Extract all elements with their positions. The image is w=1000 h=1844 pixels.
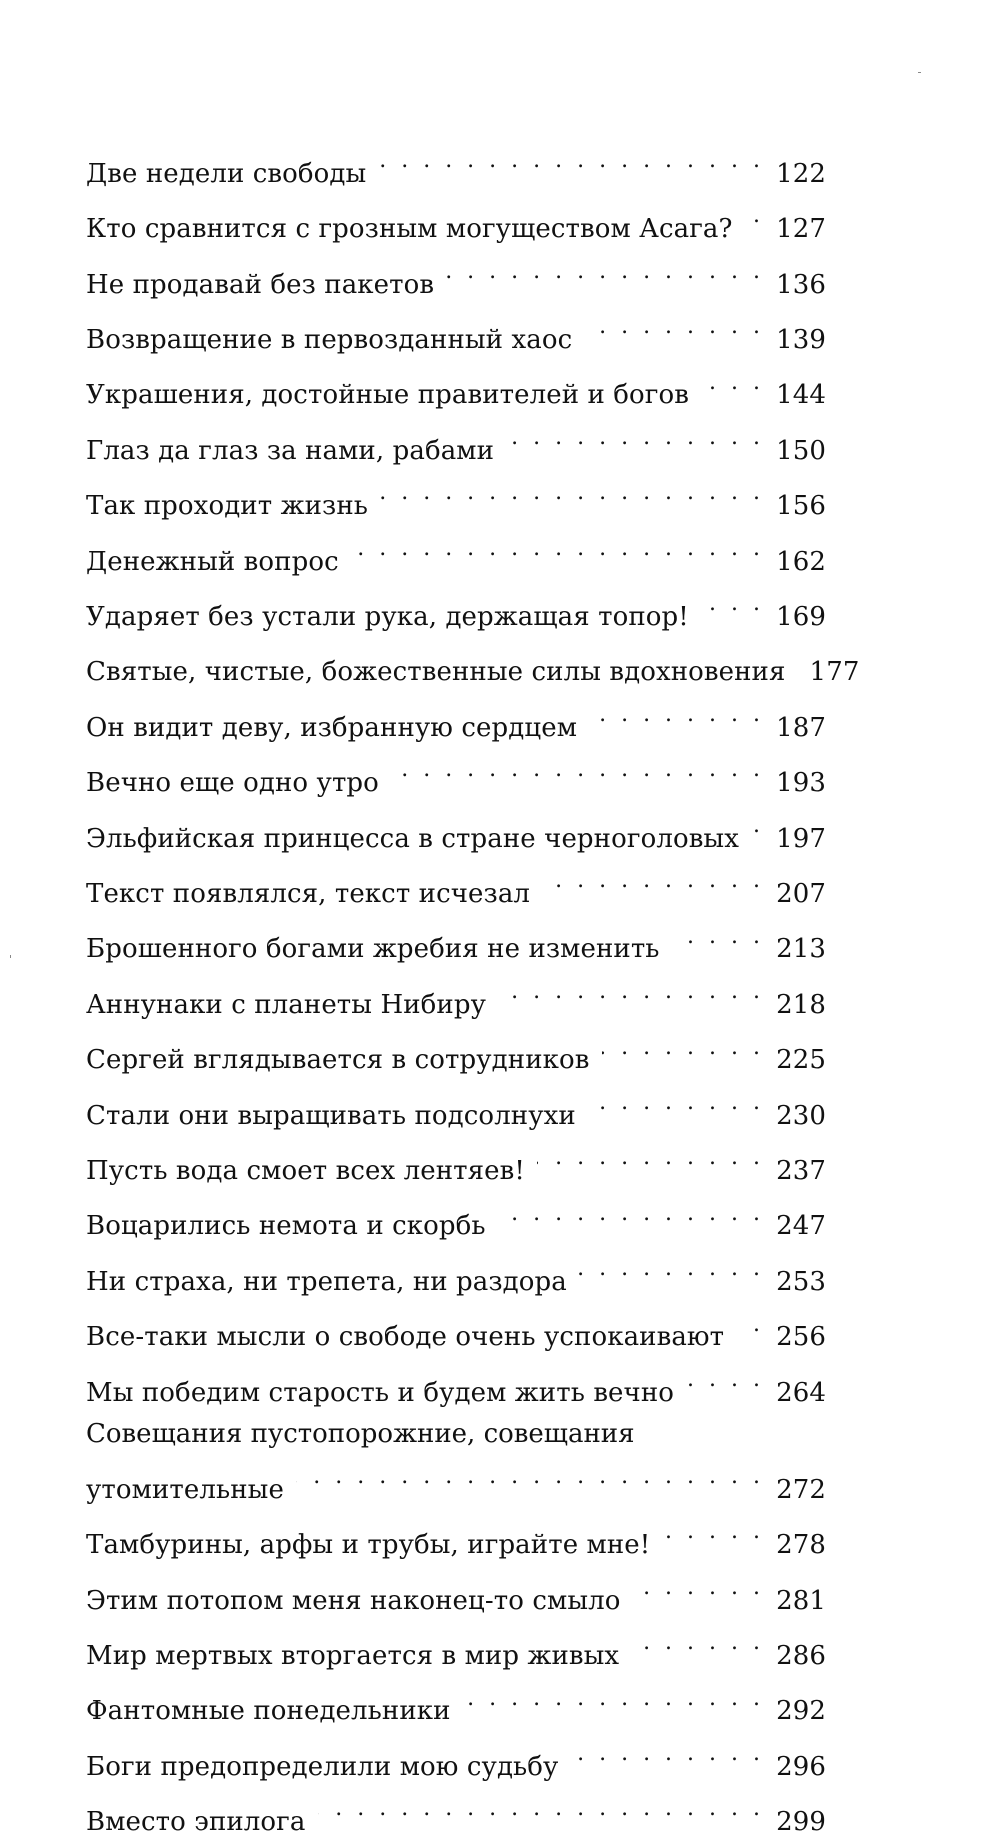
toc-entry: [86, 1788, 826, 1843]
dot-leader: [380, 472, 764, 514]
dot-leader: [751, 805, 764, 847]
toc-entry-page: 207: [776, 878, 826, 909]
toc-entry-title: Возвращение в первозданный хаос: [86, 324, 573, 355]
dot-leader: [318, 1788, 765, 1830]
toc-entry-title: Брошенного богами жребия не изменить: [86, 934, 660, 965]
toc-entry: [86, 251, 826, 306]
toc-entry-second-line: [86, 1456, 826, 1511]
dot-leader: [701, 583, 764, 625]
toc-entry-title: Фантомные понедельники: [86, 1696, 451, 1727]
toc-entry-page: 286: [776, 1640, 826, 1671]
toc-entry: [86, 1137, 826, 1192]
dot-leader: [662, 1511, 764, 1553]
scan-speck: [918, 72, 921, 73]
dot-leader: [701, 362, 764, 404]
toc-entry-title: Пусть вода смоет всех лентяев!: [86, 1156, 525, 1187]
toc-entry-title-line2: утомительные: [86, 1474, 284, 1505]
dot-leader: [351, 528, 764, 570]
dot-leader: [631, 1622, 764, 1664]
dot-leader: [686, 1359, 764, 1401]
toc-entry: [86, 916, 826, 971]
toc-entry-page: 156: [776, 491, 826, 522]
dot-leader: [378, 140, 764, 182]
toc-entry-page: 139: [776, 324, 826, 355]
toc-entry-page: 144: [776, 380, 826, 411]
toc-entry: [86, 1733, 826, 1788]
toc-entry-page: 136: [776, 269, 826, 300]
dot-leader: [506, 417, 764, 459]
dot-leader: [602, 1027, 765, 1069]
toc-entry-title: Святые, чистые, божественные силы вдохновения: [86, 657, 786, 688]
dot-leader: [570, 1733, 764, 1775]
toc-entry-page: 296: [776, 1751, 826, 1782]
toc-entry: [86, 1082, 826, 1137]
toc-entry-title: Воцарились немота и скорбь: [86, 1211, 486, 1242]
toc-entry-title: Сергей вглядывается в сотрудников: [86, 1045, 590, 1076]
toc-entry-title: Мир мертвых вторгается в мир живых: [86, 1640, 620, 1671]
toc-entry-page: 162: [776, 546, 826, 577]
dot-leader: [498, 1193, 764, 1235]
toc-entry-title: Глаз да глаз за нами, рабами: [86, 435, 495, 466]
toc-entry-title: Текст появлялся, текст исчезал: [86, 878, 531, 909]
toc-entry: [86, 362, 826, 417]
toc-entry-title: Стали они выращивать подсолнухи: [86, 1100, 576, 1131]
toc-entry-title-line1: Совещания пустопорожние, совещания: [86, 1419, 635, 1450]
dot-leader: [446, 251, 764, 293]
toc-entry: [86, 417, 826, 472]
toc-entry: [86, 971, 826, 1026]
toc-entry-title: Боги предопределили мою судьбу: [86, 1751, 559, 1782]
toc-entry-page: 122: [776, 158, 826, 189]
dot-leader: [498, 971, 764, 1013]
toc-entry: [86, 1248, 826, 1303]
toc-entry-page: 292: [776, 1696, 826, 1727]
toc-entry-title: Мы победим старость и будем жить вечно: [86, 1377, 675, 1408]
toc-entry-page: 193: [776, 768, 826, 799]
toc-entry-title: Аннунаки с планеты Нибиру: [86, 989, 486, 1020]
toc-entry-page: 256: [776, 1322, 826, 1353]
toc-entry-title: Две недели свободы: [86, 158, 367, 189]
toc-entry-title: Денежный вопрос: [86, 546, 339, 577]
toc-entry: [86, 1027, 826, 1082]
toc-entry-page: 281: [776, 1585, 826, 1616]
dot-leader: [579, 1248, 764, 1290]
toc-entry-page: 177: [809, 657, 860, 688]
toc-entry-page: 169: [776, 601, 826, 632]
toc-entry: [86, 195, 826, 250]
toc-entry-page: 218: [776, 989, 826, 1020]
toc-entry-page: 213: [776, 934, 826, 965]
toc-entry-page: 272: [776, 1474, 826, 1505]
dot-leader: [589, 694, 764, 736]
toc-entry-title: Вместо эпилога: [86, 1807, 306, 1838]
toc-entry-page: 299: [776, 1807, 826, 1838]
toc-entry: [86, 583, 826, 638]
toc-entry: [86, 639, 860, 694]
dot-leader: [296, 1456, 764, 1498]
toc-entry: [86, 472, 826, 527]
toc-entry: [86, 694, 826, 749]
dot-leader: [736, 1304, 764, 1346]
toc-entry: [86, 528, 826, 583]
toc-entry-page: 253: [776, 1266, 826, 1297]
dot-leader: [537, 1137, 764, 1179]
dot-leader: [542, 860, 764, 902]
dot-leader: [633, 1567, 765, 1609]
toc-entry-title: Украшения, достойные правителей и богов: [86, 380, 690, 411]
toc-entry-page: 197: [776, 823, 826, 854]
toc-entry-title: Он видит деву, избранную сердцем: [86, 712, 578, 743]
toc-entry: [86, 860, 826, 915]
toc-entry-title: Кто сравнится с грозным могуществом Асага?: [86, 214, 733, 245]
toc-entry-title: Ударяет без устали рука, держащая топор!: [86, 601, 689, 632]
toc-entry-page: 150: [776, 435, 826, 466]
toc-entry: [86, 1193, 826, 1248]
toc-entry-title: Вечно еще одно утро: [86, 768, 379, 799]
dot-leader: [391, 749, 764, 791]
table-of-contents: [86, 140, 860, 1844]
toc-entry-title: Тамбурины, арфы и трубы, играйте мне!: [86, 1530, 651, 1561]
toc-entry-page: 237: [776, 1156, 826, 1187]
toc-entry-title: Не продавай без пакетов: [86, 269, 435, 300]
toc-entry-page: 127: [776, 214, 826, 245]
toc-entry-title: Эльфийская принцесса в стране черноголовых: [86, 823, 739, 854]
scan-speck: [10, 955, 11, 958]
toc-entry: [86, 1304, 826, 1359]
dot-leader: [745, 195, 764, 237]
toc-entry-page: 225: [776, 1045, 826, 1076]
toc-entry: [86, 1678, 826, 1733]
dot-leader: [584, 306, 764, 348]
toc-entry-page: 187: [776, 712, 826, 743]
dot-leader: [672, 916, 764, 958]
toc-entry-title: Ни страха, ни трепета, ни раздора: [86, 1266, 567, 1297]
toc-entry-two-line: [86, 1414, 826, 1511]
toc-entry: [86, 1359, 826, 1414]
toc-entry: [86, 306, 826, 361]
toc-entry-title: Все-таки мысли о свободе очень успокаивают: [86, 1322, 725, 1353]
toc-entry: [86, 1622, 826, 1677]
dot-leader: [588, 1082, 764, 1124]
toc-entry-title: Так проходит жизнь: [86, 491, 368, 522]
toc-entry: [86, 805, 826, 860]
toc-entry-page: 264: [776, 1377, 826, 1408]
toc-entry-page: 230: [776, 1100, 826, 1131]
toc-entry: [86, 1511, 826, 1566]
toc-entry-page: 247: [776, 1211, 826, 1242]
toc-entry: [86, 749, 826, 804]
toc-entry-title: Этим потопом меня наконец-то смыло: [86, 1585, 621, 1616]
toc-entry-page: 278: [776, 1530, 826, 1561]
toc-entry: [86, 140, 826, 195]
toc-entry: [86, 1567, 826, 1622]
